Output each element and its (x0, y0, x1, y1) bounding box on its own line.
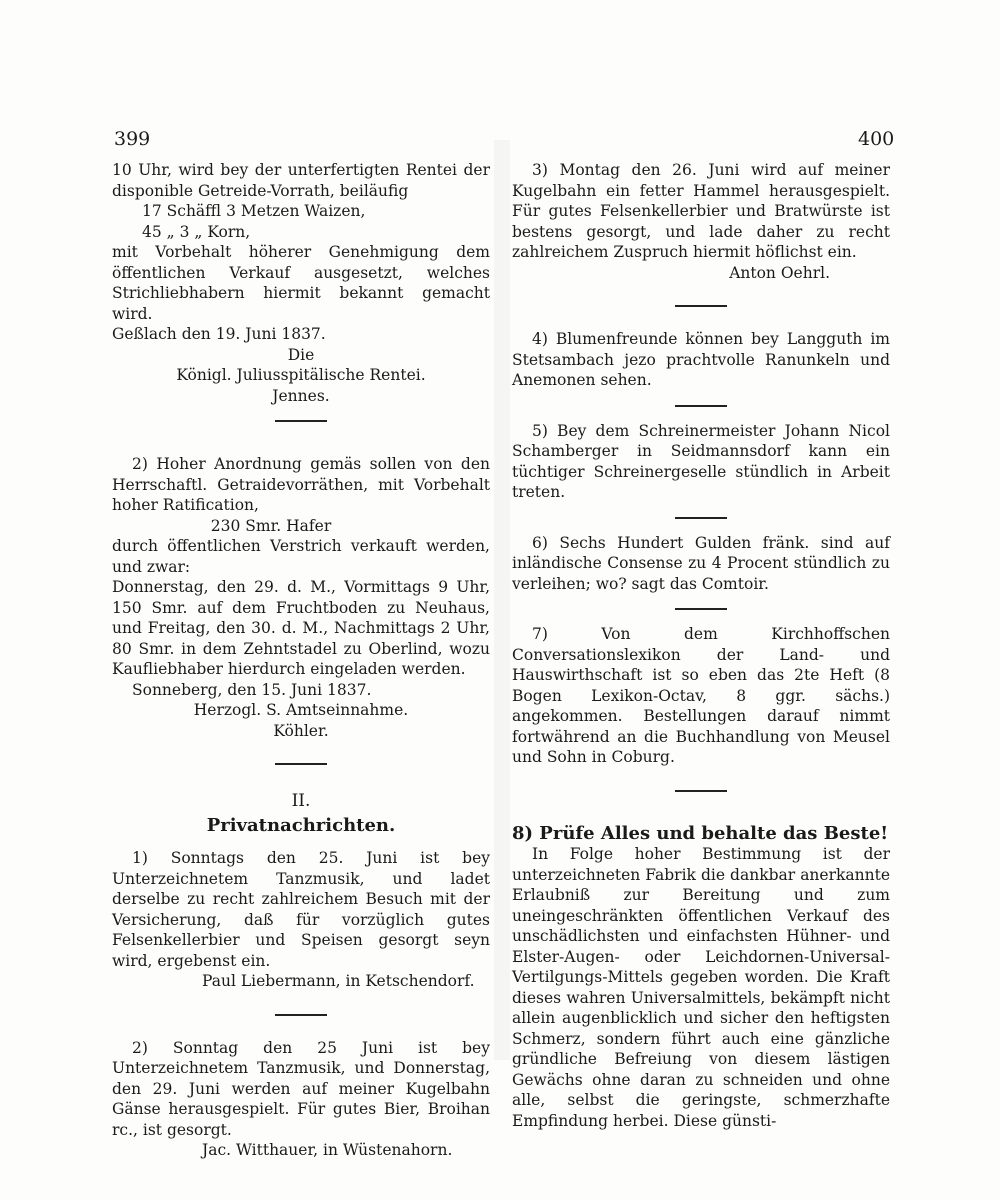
right-column (512, 160, 890, 1131)
notice-journeyman (512, 421, 890, 503)
section-number: II. (291, 791, 311, 811)
notice-oats-sale (112, 454, 490, 741)
place-date: Sonneberg, den 15. Juni 1837. (132, 680, 372, 699)
notice-text: 10 Uhr, wird bey der unterfertigten Rentei der disponible Getreide-Vorrath, beiläufig (112, 161, 490, 200)
signature: Herzogl. S. Amtseinnahme. (193, 701, 409, 719)
notice-text: Donnerstag, den 29. d. M., Vormittags 9 Uhr, 150 Smr. auf dem Fruchtboden zu Neuhaus, und Freitag, den 30. d. M., Nachmittags 2 Uhr, 80 Smr. in dem Zehntstadel zu Oberlind, wozu Kaufliebhaber hierdurch eingeladen werden. (112, 578, 490, 678)
divider-rule (675, 305, 727, 307)
notice-text: 6) Sechs Hundert Gulden fränk. sind auf inländische Consense zu 4 Procent stündlich zu verleihen; wo? sagt das Comtoir. (512, 533, 890, 593)
signature: Jennes. (272, 386, 330, 405)
divider-rule (675, 405, 727, 407)
page-number-left: 399 (114, 128, 151, 150)
notice-lexicon (512, 624, 890, 768)
divider-rule (675, 517, 727, 519)
notice-text: 2) Hoher Anordnung gemäs sollen von den Herrschaftl. Getraidevorräthen, mit Vorbehalt hoher Ratification, (112, 455, 490, 514)
notice-text: 5) Bey dem Schreinermeister Johann Nicol Schamberger in Seidmannsdorf kann ein tüchtiger Schreinergeselle stündlich in Arbeit treten. (512, 421, 890, 501)
notice-text: 1) Sonntags den 25. Juni ist bey Unterzeichnetem Tanzmusik, und ladet derselbe zu recht zahlreichem Besuch mit der Versicherung, daß für vorzüglich gutes Felsenkellerbier und Speisen gesorgt seyn wird, ergebenst ein. (112, 849, 490, 970)
divider-rule (275, 763, 327, 765)
divider-rule (275, 420, 327, 422)
notice-ranunculus (512, 329, 890, 391)
notice-bowling-mutton (512, 160, 890, 283)
signature: Köhler. (273, 721, 329, 740)
notice-text: mit Vorbehalt höherer Genehmigung dem öffentlichen Verkauf ausgesetzt, welches Strichliebhabern hiermit bekannt gemacht wird. (112, 243, 490, 323)
notice-corn-remedy (512, 824, 890, 1132)
notice-text: 3) Montag den 26. Juni wird auf meiner Kugelbahn ein fetter Hammel herausgespielt. Für gutes Felsenkellerbier und Bratwürste ist bestens gesorgt, und lade daher zu recht zahlreichem Zuspruch hiermit höflichst ein. (512, 161, 890, 261)
notice-text: durch öffentlichen Verstrich verkauft werden, und zwar: (112, 537, 490, 576)
notice-dance-music (112, 848, 490, 992)
notice-text: 2) Sonntag den 25 Juni ist bey Unterzeichnetem Tanzmusik, und Donnerstag, den 29. Juni werden auf meiner Kugelbahn Gänse herausgespielt. Für gutes Bier, Broihan rc., ist gesorgt. (112, 1038, 490, 1139)
signature: Paul Liebermann, in Ketschendorf. (202, 972, 475, 990)
item-line: 45 „ 3 „ Korn, (142, 222, 251, 241)
item-line: 17 Schäffl 3 Metzen Waizen, (142, 202, 366, 220)
place-date: Geßlach den 19. Juni 1837. (112, 325, 326, 343)
notice-dance-geese (112, 1038, 490, 1161)
notice-text: In Folge hoher Bestimmung ist der unterzeichneten Fabrik die dankbar anerkannte Erlaubniß zur Bereitung und zum uneingeschränkten öffentlichen Verkauf des unschädlichsten und einfachsten Hühner- und Elster-Augen- oder Leichdornen-Universal-Vertilgungs-Mittels gegeben worden. Die Kraft dieses wahren Universalmittels, bekämpft nicht allein augenblicklich und sicher den heftigsten Schmerz, sondern führt auch eine gänzliche gründliche Befreiung von diesem lästigen Gewächs ohne daran zu schneiden und ohne alle, selbst die geringste, schmerzhafte Empfindung herbei. Diese günsti- (512, 845, 890, 1130)
notice-loan (512, 533, 890, 595)
signature: Königl. Juliusspitälische Rentei. (176, 366, 426, 384)
signature: Jac. Witthauer, in Wüstenahorn. (202, 1141, 453, 1159)
signature: Die (287, 345, 315, 364)
left-column (112, 160, 490, 1161)
page-number-right: 400 (858, 128, 895, 150)
notice-text: 4) Blumenfreunde können bey Langguth im Stetsambach jezo prachtvolle Ranunkeln und Anemonen sehen. (512, 330, 890, 389)
divider-rule (275, 1014, 327, 1016)
notice-text: 7) Von dem Kirchhoffschen Conversationslexikon der Land- und Hauswirthschaft ist so eben das 2te Heft (8 Bogen Lexikon-Octav, 8 ggr. sächs.) angekommen. Bestellungen darauf nimmt fortwährend an die Buchhandlung von Meusel und Sohn in Coburg. (512, 625, 890, 766)
divider-rule (675, 608, 727, 610)
notice-title: 8) Prüfe Alles und behalte das Beste! (512, 822, 889, 844)
signature: Anton Oehrl. (729, 263, 830, 282)
notice-grain-sale (112, 160, 490, 406)
section-title: Privatnachrichten. (206, 814, 396, 836)
item-line: 230 Smr. Hafer (210, 516, 332, 535)
show-through-shade (494, 140, 510, 1060)
divider-rule (675, 790, 727, 792)
